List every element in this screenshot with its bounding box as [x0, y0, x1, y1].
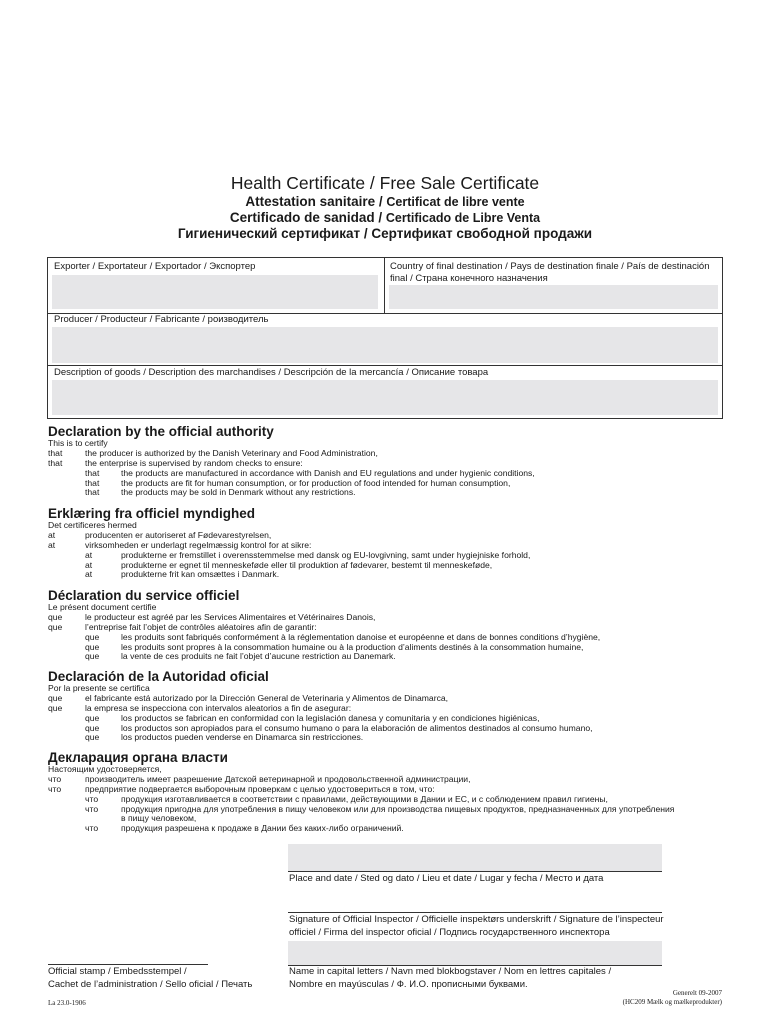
- exporter-label: Exporter / Exportateur / Exportador / Экспортер: [54, 261, 256, 272]
- place-date-label: Place and date / Sted og dato / Lieu et date / Lugar y fecha / Место и дата: [289, 873, 604, 884]
- official-stamp-label: Official stamp / Embedsstempel / Cachet de l’administration / Sello oficial / Печать: [48, 966, 253, 990]
- subtitle-spanish: Certificado de sanidad / Certificado de Libre Venta: [229, 210, 541, 225]
- description-field[interactable]: [52, 380, 718, 415]
- name-label: Name in capital letters / Navn med blokbogstaver / Nom en lettres capitales / Nombre en mayúsculas / Ф. И.О. прописными буквами.: [289, 966, 612, 990]
- form-version: Generelt 09-2007 (HC209 Mælk og mælkeprodukter): [622, 989, 722, 1006]
- section-heading: Déclaration du service officiel: [48, 588, 240, 603]
- row-divider: [47, 365, 723, 366]
- country-label: Country of final destination / Pays de destination finale / País de destinación final / Страна конечного назначения: [390, 261, 710, 284]
- name-field[interactable]: [288, 941, 662, 965]
- producer-label: Producer / Producteur / Fabricante / роизводитель: [54, 314, 269, 325]
- section-heading: Declaración de la Autoridad oficial: [48, 669, 269, 684]
- inspector-signature-label: Signature of Official Inspector / Officielle inspektørs underskrift / Signature de l’inspecteur officiel / Firma del inspector oficial / Подпись государственного инспектора: [289, 914, 664, 938]
- country-field[interactable]: [389, 285, 718, 309]
- section-intro: Настоящим удостоверяется,: [48, 764, 162, 774]
- form-code: La 23.0-1906: [48, 999, 86, 1007]
- place-date-field[interactable]: [288, 844, 662, 871]
- column-divider: [384, 257, 385, 313]
- declaration-es: Declaración de la Autoridad oficial Por la presente se certifica que el fabricante está autorizado por la Dirección General de Veterinaria y Alimentos de Dinamarca, que la empresa se inspecciona con intervalos aleatorios a fin de asegurar: que los productos se fabrican en conformidad con la legislación danesa y comunitaria y en condiciones higiénicas, que los productos son apropiados para el consumo humano o para la elaboración de alimentos destinados al consumo humano, que los productos pueden venderse en Dinamarca sin restricciones.: [48, 669, 688, 743]
- description-label: Description of goods / Description des marchandises / Descripción de la mercancía / Описание товара: [54, 367, 489, 378]
- page-title: Health Certificate / Free Sale Certificate: [230, 173, 540, 193]
- section-heading: Декларация органа власти: [48, 750, 228, 765]
- producer-field[interactable]: [52, 327, 718, 363]
- section-intro: Le présent document certifie: [48, 602, 157, 612]
- declaration-ru: Декларация органа власти Настоящим удостоверяется, что производитель имеет разрешение Датской ветеринарной и продовольственной администрации, что предприятие подвергается выборочным проверкам с целью удостовериться в том, что: что продукция изготавливается в соответствии с правилами, действующими в Дании и ЕС, и с соблюдением правил гигиены, что продукция пригодна для употребления в пищу человеком или для производства пищевых продуктов, предназначенных для употребления в пищу человеком, что продукция разрешена к продаже в Дании без каких-либо ограничений.: [48, 750, 688, 834]
- section-heading: Erklæring fra officiel myndighed: [48, 506, 256, 521]
- declaration-fr: Déclaration du service officiel Le présent document certifie que le producteur est agréé par les Services Alimentaires et Vétérinaires Danois, que l’entreprise fait l’objet de contrôles aléatoires afin de garantir: que les produits sont fabriqués conformément à la réglementation danoise et européenne et dans de bonnes conditions d’hygiène, que les produits sont propres à la consommation humaine ou à la production d’aliments destinés à la consommation humaine, que la vente de ces produits ne fait l’objet d’aucune restriction au Danemark.: [48, 588, 688, 662]
- section-intro: Det certificeres hermed: [48, 520, 137, 530]
- section-intro: This is to certify: [48, 438, 108, 448]
- section-heading: Declaration by the official authority: [48, 424, 274, 439]
- subtitle-russian: Гигиенический сертификат / Сертификат свободной продажи: [177, 226, 593, 241]
- subtitle-french: Attestation sanitaire / Certificat de libre vente: [245, 194, 525, 209]
- declaration-en: Declaration by the official authority This is to certify that the producer is authorized by the Danish Veterinary and Food Administration, that the enterprise is supervised by random checks to ensure: that the products are manufactured in accordance with Danish and EU regulations and under hygienic conditions, that the products are fit for human consumption, or for production of food intended for human consumption, that the products may be sold in Denmark without any restrictions.: [48, 424, 688, 498]
- declaration-da: Erklæring fra officiel myndighed Det certificeres hermed at producenten er autoriseret af Fødevarestyrelsen, at virksomheden er underlagt regelmæssig kontrol for at sikre: at produkterne er fremstillet i overensstemmelse med dansk og EU-lovgivning, samt under hygiejniske forhold, at produkterne er egnet til menneskeføde eller til produktion af fødevarer, bestemt til menneskeføde, at produkterne frit kan omsættes i Danmark.: [48, 506, 688, 580]
- exporter-field[interactable]: [52, 275, 378, 309]
- section-intro: Por la presente se certifica: [48, 683, 150, 693]
